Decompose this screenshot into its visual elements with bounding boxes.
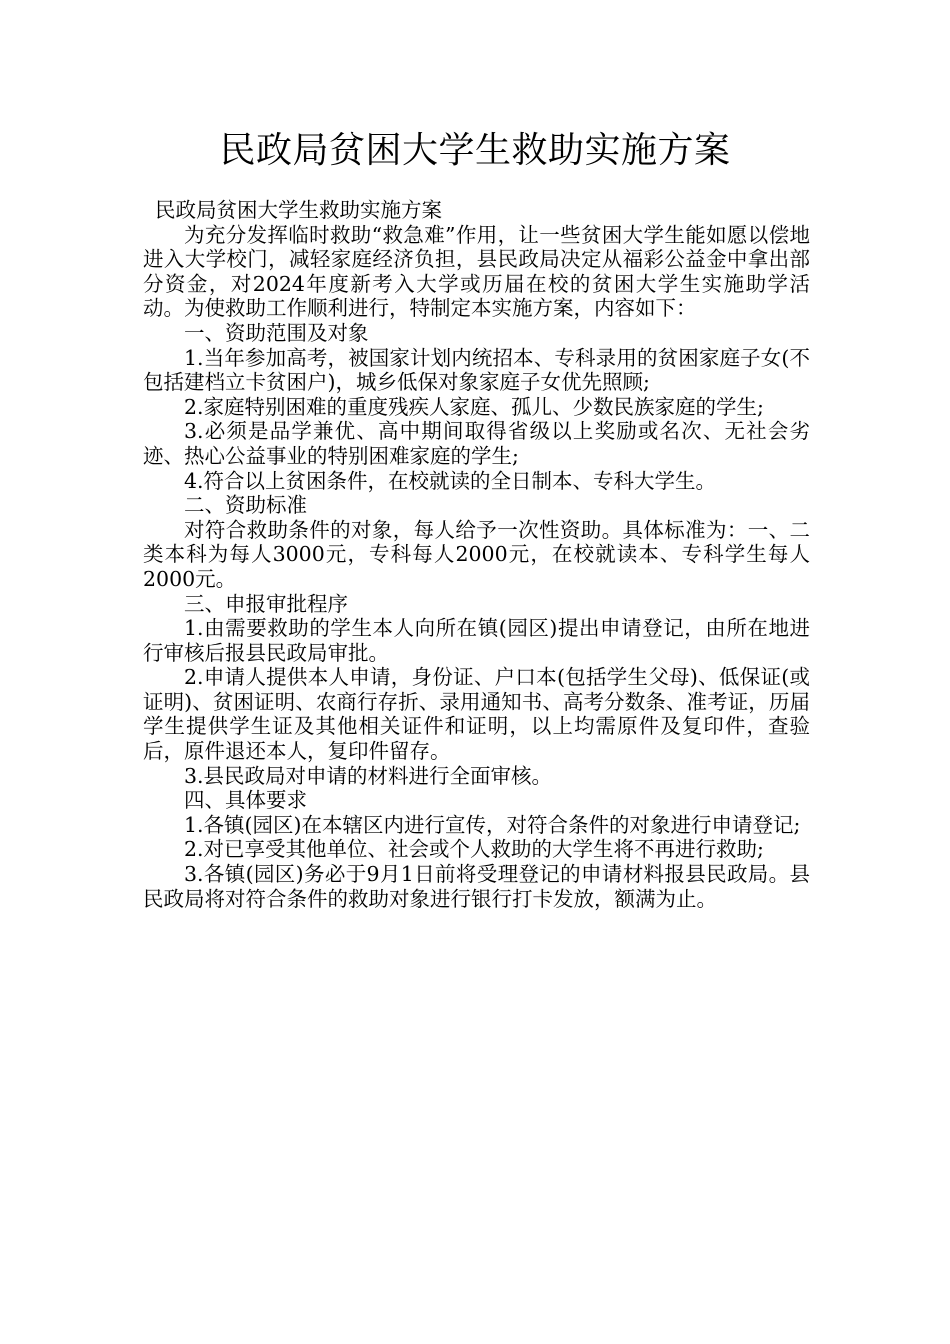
intro-paragraph: 为充分发挥临时救助“救急难”作用，让一些贫困大学生能如愿以偿地进入大学校门，减轻家庭经济负担，县民政局决定从福彩公益金中拿出部分资金，对2024年度新考入大学或历届在校的贫困大学生实施助学活动。为使救助工作顺利进行，特制定本实施方案，内容如下： [143,222,810,321]
procedure-item-3: 3.县民政局对申请的材料进行全面审核。 [184,763,553,788]
requirement-item-2: 2.对已享受其他单位、社会或个人救助的大学生将不再进行救助; [184,837,764,862]
section-heading-requirements: 四、具体要求 [184,788,307,813]
section-heading-procedure: 三、申报审批程序 [184,591,348,616]
document-title: 民政局贫困大学生救助实施方案 [219,130,731,171]
section-heading-scope: 一、资助范围及对象 [184,320,369,345]
document-body [143,198,810,911]
scope-item-3: 3.必须是品学兼优、高中期间取得省级以上奖励或名次、无社会劣迹、热心公益事业的特别困难家庭的学生; [143,419,810,468]
requirement-item-1: 1.各镇(园区)在本辖区内进行宣传，对符合条件的对象进行申请登记; [184,812,801,837]
document-subtitle: 民政局贫困大学生救助实施方案 [155,198,442,222]
procedure-item-2: 2.申请人提供本人申请，身份证、户口本(包括学生父母)、低保证(或证明)、贫困证明、农商行存折、录用通知书、高考分数条、准考证，历届学生提供学生证及其他相关证件和证明，以上均需原件及复印件，查验后，原件退还本人，复印件留存。 [143,665,810,764]
scope-item-4: 4.符合以上贫困条件，在校就读的全日制本、专科大学生。 [184,468,717,493]
section-heading-standard: 二、资助标准 [184,493,307,518]
procedure-item-1: 1.由需要救助的学生本人向所在镇(园区)提出申请登记，由所在地进行审核后报县民政局审批。 [143,616,810,665]
requirement-item-3: 3.各镇(园区)务必于9月1日前将受理登记的申请材料报县民政局。县民政局将对符合条件的救助对象进行银行打卡发放，额满为止。 [143,862,810,911]
standard-paragraph: 对符合救助条件的对象，每人给予一次性资助。具体标准为：一、二类本科为每人3000元，专科每人2000元，在校就读本、专科学生每人2000元。 [143,517,810,591]
scope-item-1: 1.当年参加高考，被国家计划内统招本、专科录用的贫困家庭子女(不包括建档立卡贫困户)，城乡低保对象家庭子女优先照顾; [143,345,810,395]
scope-item-2: 2.家庭特别困难的重度残疾人家庭、孤儿、少数民族家庭的学生; [184,394,764,419]
